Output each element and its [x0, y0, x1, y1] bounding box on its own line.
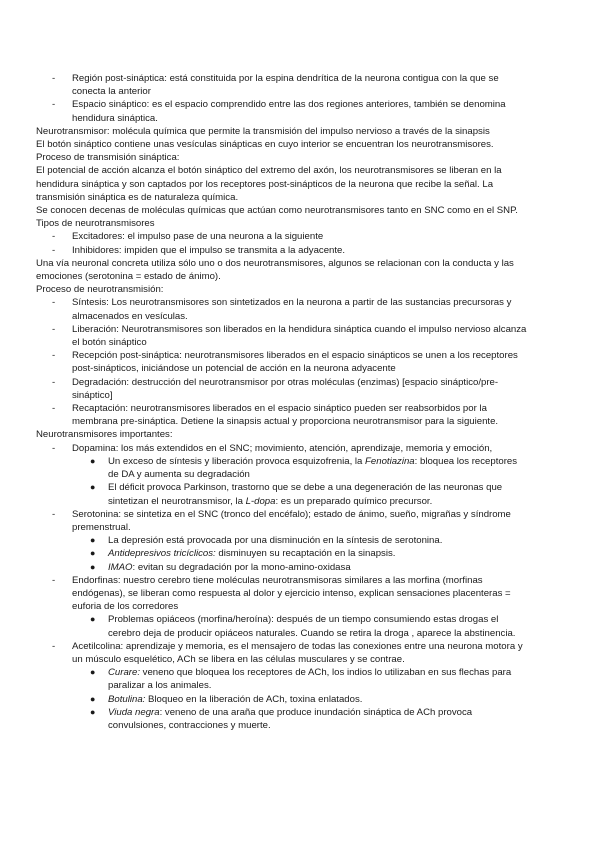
item-text: Excitadores: el impulso pase de una neurona a la siguiente [72, 231, 324, 243]
item-text-continued: : es un preparado químico precursor. [275, 495, 433, 507]
item-text-continued: Bloqueo en la liberación de ACh, toxina enlatados. [145, 693, 363, 705]
item-text-continued: : veneno de una araña que produce inundación sináptica de ACh provoca convulsiones, contracciones y muerte. [108, 706, 473, 731]
dash-list-item [52, 323, 530, 349]
dash-list-item [52, 230, 530, 243]
dash-marker: - [52, 574, 56, 586]
dash-marker: - [52, 508, 56, 520]
item-text: Recepción post-sináptica: neurotransmisores liberados en el espacio sinápticos se unen a los receptores post-sinápticos, iniciándose un potencial de acción en la neurona adyacente [72, 350, 518, 375]
item-text-continued: veneno que bloquea los receptores de ACh, los indios lo utilizaban en sus flechas para paralizar a los animales. [108, 667, 512, 692]
dash-list-item [52, 244, 530, 257]
item-text: Endorfinas: nuestro cerebro tiene moléculas neurotransmisoras similares a las morfina (morfinas endógenas), se liberan como respuesta al dolor y ejercicio intenso, explican sensaciones placenteras = euforia de los corredores [72, 574, 511, 613]
document-page [0, 72, 600, 732]
bullet-list-item [90, 666, 530, 692]
bullet-marker: ● [90, 482, 96, 493]
paragraph: Proceso de neurotransmisión: [36, 284, 164, 296]
dash-list-item [52, 376, 530, 402]
item-text: Síntesis: Los neurotransmisores son sintetizados en la neurona a partir de las sustancias precursoras y almacenados en vesículas. [72, 297, 512, 322]
item-text-continued: : evitan su degradación por la mono-amino-oxidasa [132, 561, 351, 573]
item-text: Región post-sináptica: está constituida por la espina dendrítica de la neurona contigua con la que se conecta la anterior [72, 73, 499, 98]
dash-marker: - [52, 442, 56, 454]
bullet-list-item [90, 455, 530, 481]
paragraph: Se conocen decenas de moléculas químicas que actúan como neurotransmisores tanto en SNC como en el SNP. [36, 205, 518, 217]
item-text: El déficit provoca Parkinson, trastorno que se debe a una degeneración de las neuronas que sintetizan el neurotransmisor, la [108, 482, 503, 507]
bullet-marker: ● [90, 548, 96, 559]
item-text: La depresión está provocada por una disminución en la síntesis de serotonina. [108, 535, 443, 547]
dash-list-item [52, 574, 530, 614]
item-italic-text: Antidepresivos tricíclicos: [108, 548, 216, 560]
item-text: Problemas opiáceos (morfina/heroína): después de un tiempo consumiendo estas drogas el cerebro deja de producir opiáceos naturales. Cuando se retira la droga , aparece la abstinencia. [108, 614, 516, 639]
bullet-list-item [90, 534, 530, 547]
dash-marker: - [52, 244, 56, 256]
bullet-marker: ● [90, 693, 96, 704]
item-text: Liberación: Neurotransmisores son liberados en la hendidura sináptica cuando el impulso nervioso alcanza el botón sináptico [72, 323, 527, 349]
dash-marker: - [52, 297, 56, 309]
dash-marker: - [52, 73, 56, 84]
dash-list-item [52, 72, 530, 98]
dash-marker: - [52, 231, 56, 243]
bullet-list-item [90, 706, 530, 732]
item-text: Espacio sináptico: es el espacio comprendido entre las dos regiones anteriores, también se denomina hendidura sináptica. [72, 99, 506, 124]
paragraph: El potencial de acción alcanza el botón sináptico del extremo del axón, los neurotransmisores se liberan en la hendidura sináptica y son captados por los receptores post-sinápticos de la neurona que recibe la señal. La transmisión sináptica es de naturaleza química. [36, 165, 502, 203]
item-italic-text: Fenotiazina [365, 455, 415, 467]
item-text: Acetilcolina: aprendizaje y memoria, es el mensajero de todas las conexiones entre una neurona motora y un músculo esquelético, ACh se libera en las células musculares y se contrae. [72, 640, 523, 665]
item-italic-text: IMAO [108, 561, 133, 573]
bullet-marker: ● [90, 667, 96, 678]
item-italic-text: Botulina: [108, 693, 146, 705]
bullet-list-item [90, 693, 530, 706]
bullet-marker: ● [90, 706, 96, 717]
dash-list-item [52, 640, 530, 666]
paragraph: Neurotransmisores importantes: [36, 429, 173, 441]
item-italic-text: L-dopa [245, 495, 276, 507]
item-text: Serotonina: se sintetiza en el SNC (tronco del encéfalo); estado de ánimo, sueño, migrañas y síndrome premenstrual. [72, 508, 511, 533]
item-italic-text: Viuda negra [108, 706, 160, 718]
dash-list-item [52, 508, 530, 534]
bullet-marker: ● [90, 455, 96, 466]
dash-marker: - [52, 350, 56, 362]
paragraph: Neurotransmisor: molécula química que permite la transmisión del impulso nervioso a través de la sinapsis [36, 125, 490, 137]
paragraph: Una vía neuronal concreta utiliza sólo uno o dos neurotransmisores, algunos se relacionan con la conducta y las emociones (serotonina = estado de ánimo). [36, 257, 514, 283]
bullet-list-item [90, 613, 530, 639]
dash-marker: - [52, 376, 56, 388]
paragraph: El botón sináptico contiene unas vesículas sinápticas en cuyo interior se encuentran los neurotransmisores. [36, 139, 494, 151]
item-text-continued: disminuyen su recaptación en la sinapsis. [215, 548, 396, 560]
paragraph: Proceso de transmisión sináptica: [36, 152, 180, 164]
item-text: Recaptación: neurotransmisores liberados en el espacio sináptico pueden ser reabsorbidos por la membrana pre-sináptica. Detiene la sinapsis actual y proporciona neurotransmisor para la siguiente. [72, 403, 499, 428]
item-text: Inhibidores: impiden que el impulso se transmita a la adyacente. [72, 244, 346, 256]
bullet-marker: ● [90, 561, 96, 572]
item-text: Dopamina: los más extendidos en el SNC; movimiento, atención, aprendizaje, memoria y emoción, [72, 442, 493, 454]
dash-list-item [52, 98, 530, 124]
item-text: Un exceso de síntesis y liberación provoca esquizofrenia, la [108, 455, 366, 467]
bullet-list-item [90, 547, 530, 560]
item-text: Degradación: destrucción del neurotransmisor por otras moléculas (enzimas) [espacio sináptico/pre-sináptico] [72, 376, 499, 401]
dash-list-item [52, 296, 530, 322]
dash-marker: - [52, 323, 56, 335]
item-text-continued: : bloquea los receptores de DA y aumenta su degradación [108, 455, 518, 481]
dash-list-item [52, 402, 530, 428]
dash-list-item [52, 442, 530, 455]
dash-marker: - [52, 99, 56, 111]
bullet-marker: ● [90, 535, 96, 546]
dash-list-item [52, 349, 530, 375]
dash-marker: - [52, 640, 56, 652]
bullet-marker: ● [90, 614, 96, 625]
item-italic-text: Curare: [108, 667, 140, 679]
dash-marker: - [52, 403, 56, 415]
paragraph: Tipos de neurotransmisores [36, 218, 155, 230]
bullet-list-item [90, 561, 530, 574]
bullet-list-item [90, 481, 530, 507]
